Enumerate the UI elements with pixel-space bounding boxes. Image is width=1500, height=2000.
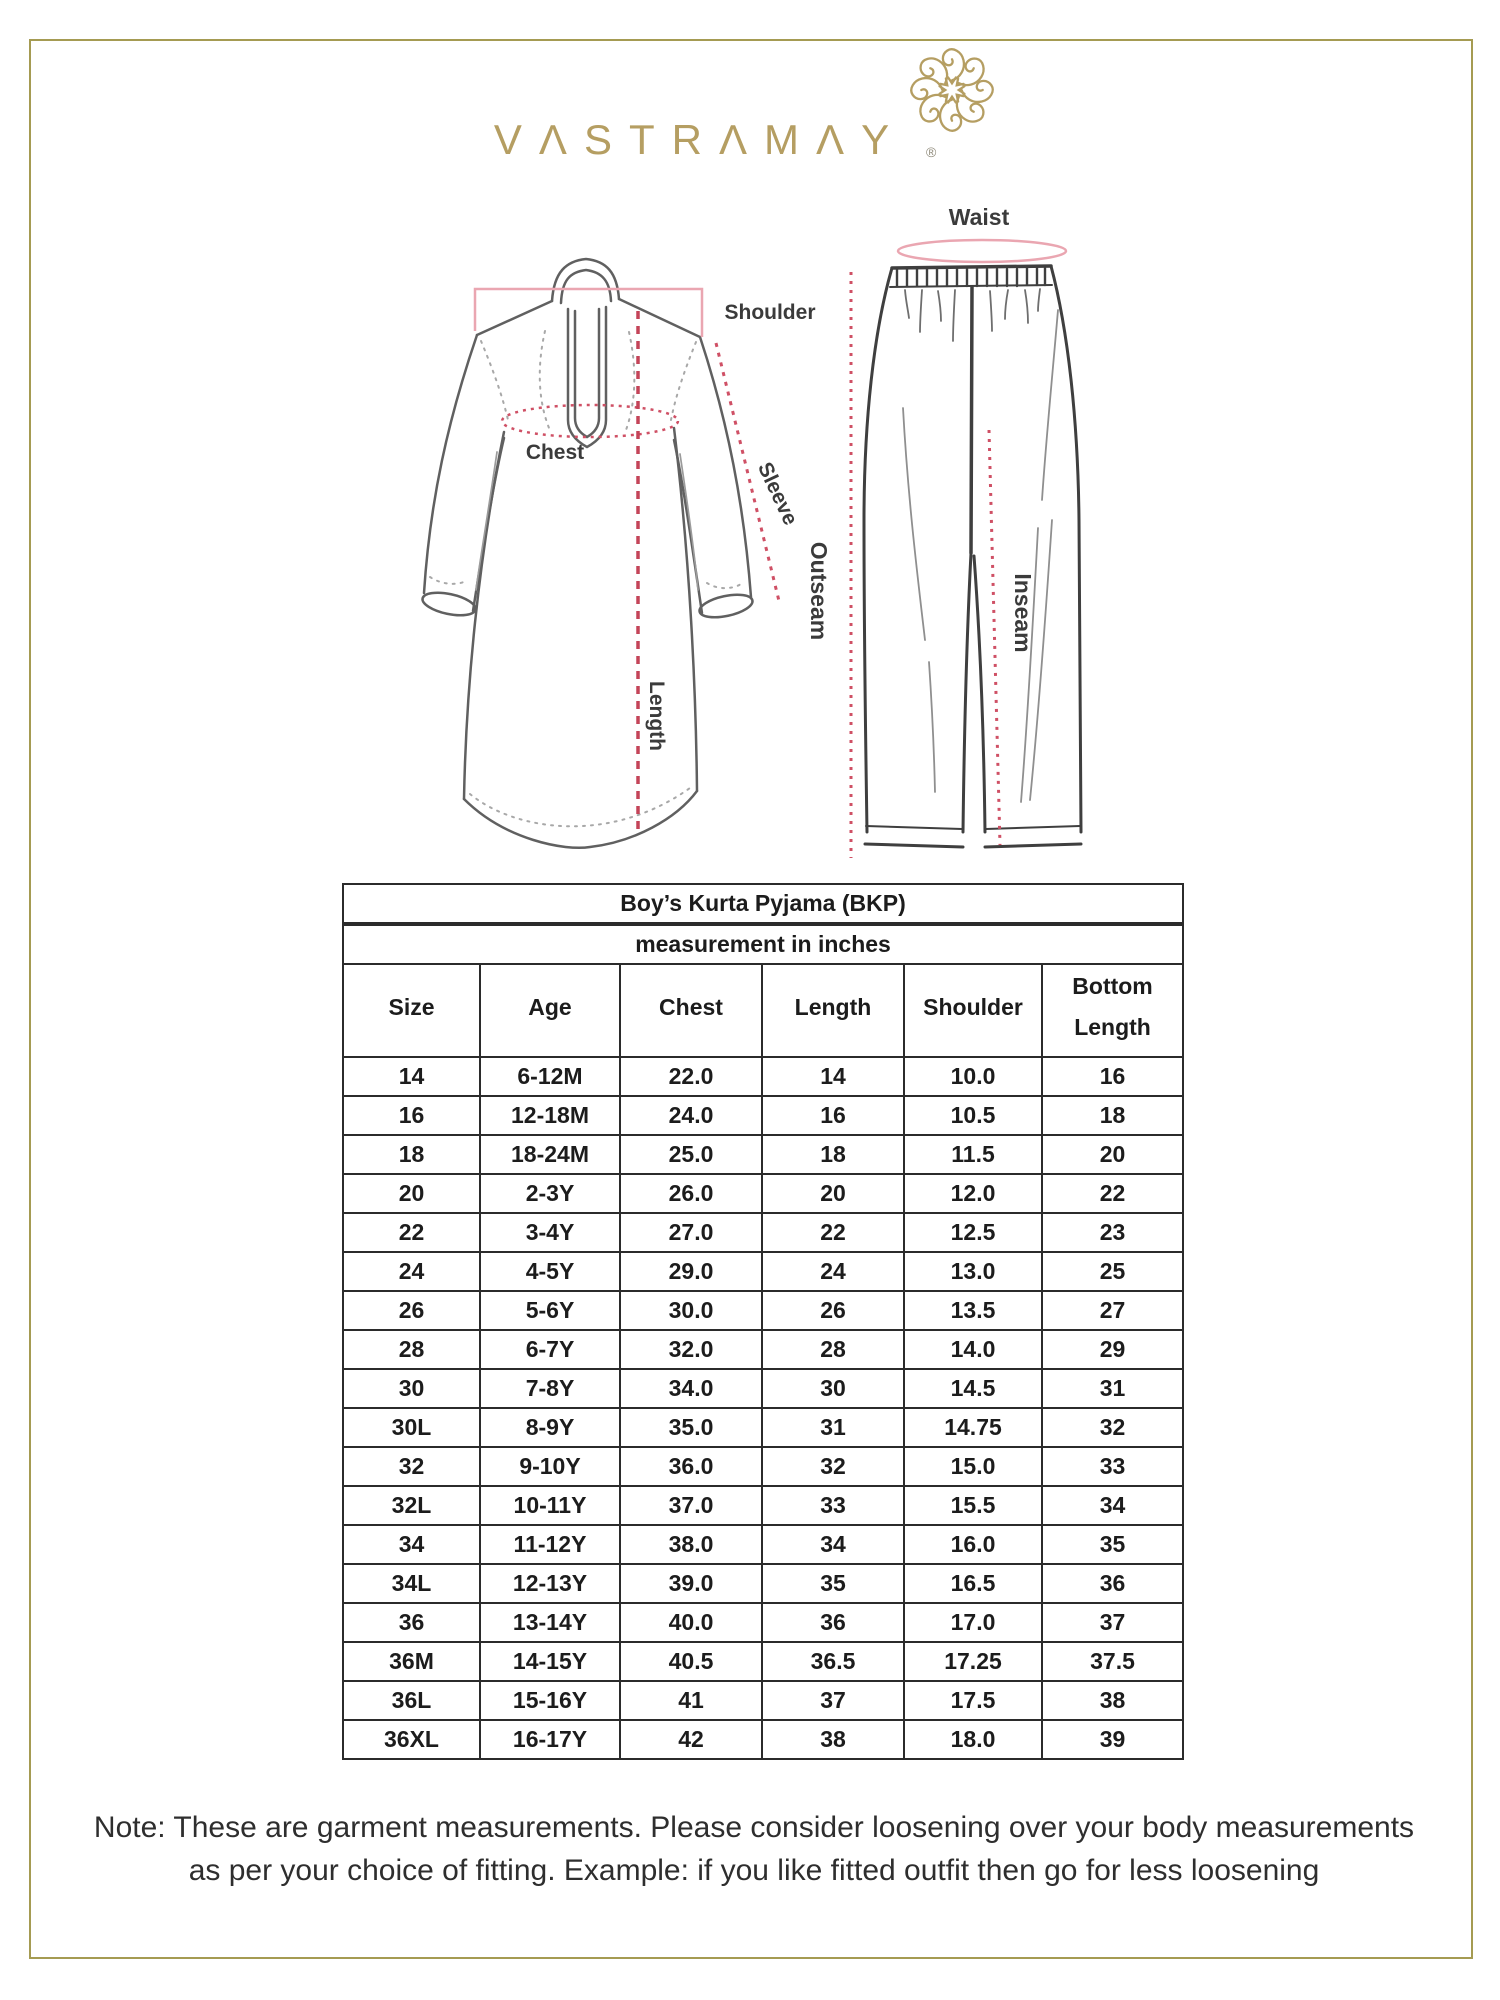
- table-cell: 37: [762, 1681, 904, 1720]
- table-cell: 20: [343, 1174, 480, 1213]
- table-cell: 6-12M: [480, 1057, 620, 1096]
- column-header: Size: [343, 964, 480, 1057]
- table-title-row: [343, 884, 1183, 924]
- table-row: [343, 1486, 1183, 1525]
- table-cell: 12-18M: [480, 1096, 620, 1135]
- table-cell: 18.0: [904, 1720, 1042, 1759]
- table-cell: 27: [1042, 1291, 1183, 1330]
- registered-trademark-icon: ®: [926, 144, 937, 160]
- table-cell: 14.0: [904, 1330, 1042, 1369]
- column-header: Shoulder: [904, 964, 1042, 1057]
- table-cell: 5-6Y: [480, 1291, 620, 1330]
- table-cell: 30: [343, 1369, 480, 1408]
- table-cell: 38: [1042, 1681, 1183, 1720]
- table-cell: 6-7Y: [480, 1330, 620, 1369]
- sleeve-label: Sleeve: [752, 458, 802, 529]
- table-cell: 2-3Y: [480, 1174, 620, 1213]
- table-cell: 25.0: [620, 1135, 762, 1174]
- table-cell: 26.0: [620, 1174, 762, 1213]
- table-cell: 13-14Y: [480, 1603, 620, 1642]
- table-cell: 36.0: [620, 1447, 762, 1486]
- table-cell: 8-9Y: [480, 1408, 620, 1447]
- table-cell: 36.5: [762, 1642, 904, 1681]
- table-cell: 17.5: [904, 1681, 1042, 1720]
- brand-ornament-icon: [904, 42, 1000, 138]
- table-row: [343, 1174, 1183, 1213]
- pyjama-sketch: [864, 266, 1081, 847]
- table-cell: 14.75: [904, 1408, 1042, 1447]
- table-row: [343, 1720, 1183, 1759]
- table-cell: 10-11Y: [480, 1486, 620, 1525]
- table-cell: 32L: [343, 1486, 480, 1525]
- table-subtitle-cell: measurement in inches: [343, 924, 1183, 964]
- table-cell: 36: [1042, 1564, 1183, 1603]
- table-cell: 34L: [343, 1564, 480, 1603]
- table-cell: 38: [762, 1720, 904, 1759]
- table-cell: 15.0: [904, 1447, 1042, 1486]
- table-cell: 34.0: [620, 1369, 762, 1408]
- table-row: [343, 1369, 1183, 1408]
- table-cell: 36L: [343, 1681, 480, 1720]
- inseam-dimension-line: [989, 430, 1000, 845]
- table-cell: 37.5: [1042, 1642, 1183, 1681]
- table-cell: 18-24M: [480, 1135, 620, 1174]
- table-cell: 12.0: [904, 1174, 1042, 1213]
- inseam-label: Inseam: [1010, 573, 1036, 653]
- table-cell: 18: [762, 1135, 904, 1174]
- table-cell: 32: [762, 1447, 904, 1486]
- table-cell: 16: [1042, 1057, 1183, 1096]
- note-text: [40, 1806, 1468, 1892]
- table-cell: 29.0: [620, 1252, 762, 1291]
- length-label: Length: [645, 681, 668, 751]
- table-cell: 40.5: [620, 1642, 762, 1681]
- note-line-2: as per your choice of fitting. Example: if you like fitted outfit then go for less loosening: [188, 1854, 1320, 1887]
- table-cell: 15.5: [904, 1486, 1042, 1525]
- table-cell: 11.5: [904, 1135, 1042, 1174]
- table-cell: 38.0: [620, 1525, 762, 1564]
- shoulder-label: Shoulder: [724, 301, 816, 324]
- table-cell: 36XL: [343, 1720, 480, 1759]
- table-cell: 16-17Y: [480, 1720, 620, 1759]
- table-row: [343, 1135, 1183, 1174]
- table-cell: 18: [343, 1135, 480, 1174]
- size-table-body: [343, 1057, 1183, 1759]
- table-cell: 24.0: [620, 1096, 762, 1135]
- table-cell: 31: [762, 1408, 904, 1447]
- table-title-cell: Boy’s Kurta Pyjama (BKP): [343, 884, 1183, 924]
- table-row: [343, 1447, 1183, 1486]
- table-cell: 22.0: [620, 1057, 762, 1096]
- table-cell: 20: [762, 1174, 904, 1213]
- table-cell: 22: [762, 1213, 904, 1252]
- table-cell: 16: [762, 1096, 904, 1135]
- table-header-row: [343, 964, 1183, 1057]
- table-cell: 4-5Y: [480, 1252, 620, 1291]
- table-cell: 23: [1042, 1213, 1183, 1252]
- waist-label: Waist: [948, 204, 1010, 230]
- table-row: [343, 1525, 1183, 1564]
- table-cell: 37: [1042, 1603, 1183, 1642]
- shoulder-dimension-line: [475, 289, 702, 337]
- table-cell: 14.5: [904, 1369, 1042, 1408]
- table-cell: 15-16Y: [480, 1681, 620, 1720]
- table-cell: 33: [1042, 1447, 1183, 1486]
- table-row: [343, 1252, 1183, 1291]
- table-cell: 31: [1042, 1369, 1183, 1408]
- table-row: [343, 1408, 1183, 1447]
- table-cell: 25: [1042, 1252, 1183, 1291]
- table-cell: 17.0: [904, 1603, 1042, 1642]
- table-cell: 36: [762, 1603, 904, 1642]
- table-cell: 28: [762, 1330, 904, 1369]
- table-cell: 17.25: [904, 1642, 1042, 1681]
- table-cell: 14: [343, 1057, 480, 1096]
- table-subtitle-row: [343, 924, 1183, 964]
- table-cell: 27.0: [620, 1213, 762, 1252]
- table-cell: 28: [343, 1330, 480, 1369]
- table-cell: 40.0: [620, 1603, 762, 1642]
- table-cell: 24: [343, 1252, 480, 1291]
- table-cell: 14: [762, 1057, 904, 1096]
- table-cell: 39: [1042, 1720, 1183, 1759]
- table-cell: 13.5: [904, 1291, 1042, 1330]
- table-row: [343, 1057, 1183, 1096]
- note-line-1: Note: These are garment measurements. Please consider loosening over your body measurements: [93, 1811, 1415, 1844]
- table-cell: 39.0: [620, 1564, 762, 1603]
- table-cell: 36M: [343, 1642, 480, 1681]
- table-cell: 20: [1042, 1135, 1183, 1174]
- table-cell: 34: [762, 1525, 904, 1564]
- column-header: Bottom Length: [1042, 964, 1183, 1057]
- table-cell: 32: [343, 1447, 480, 1486]
- table-cell: 16: [343, 1096, 480, 1135]
- table-row: [343, 1096, 1183, 1135]
- size-table: [342, 883, 1184, 1760]
- table-cell: 35.0: [620, 1408, 762, 1447]
- table-cell: 35: [762, 1564, 904, 1603]
- table-cell: 26: [762, 1291, 904, 1330]
- table-cell: 12.5: [904, 1213, 1042, 1252]
- chest-dimension-ellipse: [502, 405, 678, 437]
- outseam-label: Outseam: [806, 541, 832, 641]
- table-cell: 26: [343, 1291, 480, 1330]
- table-cell: 10.5: [904, 1096, 1042, 1135]
- table-row: [343, 1681, 1183, 1720]
- table-cell: 32.0: [620, 1330, 762, 1369]
- chest-label: Chest: [525, 441, 585, 464]
- table-cell: 30L: [343, 1408, 480, 1447]
- table-cell: 22: [1042, 1174, 1183, 1213]
- table-row: [343, 1564, 1183, 1603]
- table-row: [343, 1213, 1183, 1252]
- table-cell: 16.5: [904, 1564, 1042, 1603]
- table-cell: 14-15Y: [480, 1642, 620, 1681]
- table-cell: 3-4Y: [480, 1213, 620, 1252]
- brand-wordmark: VΛSTRΛMΛY: [493, 116, 907, 163]
- table-row: [343, 1603, 1183, 1642]
- column-header: Length: [762, 964, 904, 1057]
- table-cell: 29: [1042, 1330, 1183, 1369]
- table-cell: 12-13Y: [480, 1564, 620, 1603]
- table-row: [343, 1642, 1183, 1681]
- waist-dimension-ellipse: [898, 240, 1066, 262]
- table-cell: 42: [620, 1720, 762, 1759]
- table-cell: 13.0: [904, 1252, 1042, 1291]
- table-row: [343, 1291, 1183, 1330]
- table-cell: 34: [1042, 1486, 1183, 1525]
- table-cell: 36: [343, 1603, 480, 1642]
- column-header: Age: [480, 964, 620, 1057]
- table-cell: 7-8Y: [480, 1369, 620, 1408]
- table-cell: 41: [620, 1681, 762, 1720]
- column-header: Chest: [620, 964, 762, 1057]
- table-cell: 32: [1042, 1408, 1183, 1447]
- table-cell: 10.0: [904, 1057, 1042, 1096]
- table-cell: 34: [343, 1525, 480, 1564]
- table-cell: 18: [1042, 1096, 1183, 1135]
- table-cell: 9-10Y: [480, 1447, 620, 1486]
- table-cell: 16.0: [904, 1525, 1042, 1564]
- table-cell: 24: [762, 1252, 904, 1291]
- table-cell: 11-12Y: [480, 1525, 620, 1564]
- table-cell: 30: [762, 1369, 904, 1408]
- table-row: [343, 1330, 1183, 1369]
- kurta-sketch: [421, 259, 755, 848]
- table-cell: 37.0: [620, 1486, 762, 1525]
- table-cell: 22: [343, 1213, 480, 1252]
- table-cell: 33: [762, 1486, 904, 1525]
- table-cell: 30.0: [620, 1291, 762, 1330]
- table-cell: 35: [1042, 1525, 1183, 1564]
